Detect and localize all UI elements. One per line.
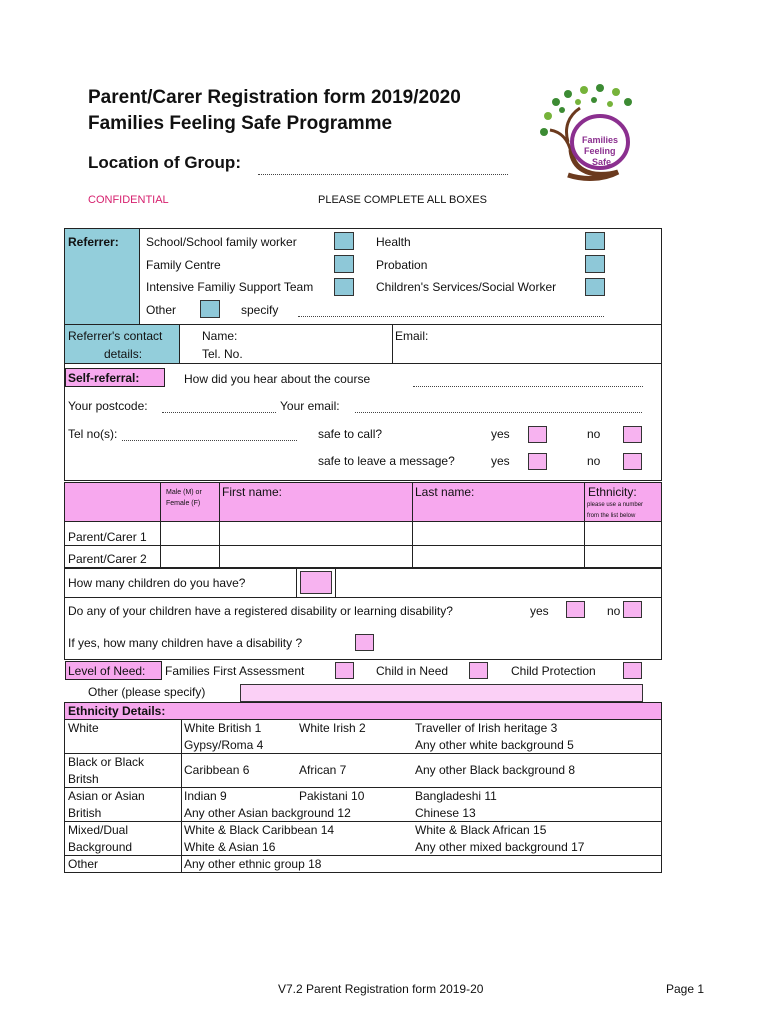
- ethnicity-note-1: please use a number: [587, 502, 644, 508]
- how-many-children-label: How many children do you have?: [68, 576, 246, 590]
- ref-social-checkbox[interactable]: [585, 278, 605, 296]
- location-label: Location of Group:: [88, 153, 241, 172]
- form-title: Parent/Carer Registration form 2019/2020: [88, 87, 461, 108]
- need-cp-checkbox[interactable]: [623, 662, 642, 679]
- parent2-ethnicity-field[interactable]: [586, 547, 660, 567]
- contact-email-label: Email:: [395, 329, 429, 343]
- postcode-field[interactable]: [162, 412, 276, 413]
- ref-option-ifst: Intensive Familiy Support Team: [146, 280, 314, 294]
- need-ffa-checkbox[interactable]: [335, 662, 354, 679]
- ref-school-checkbox[interactable]: [334, 232, 354, 250]
- gender-label-2: Female (F): [166, 500, 201, 507]
- eth-group-black: Black or Black: [68, 755, 145, 769]
- disability-yes-checkbox[interactable]: [566, 601, 585, 618]
- ethnicity-header: Ethnicity:: [588, 485, 637, 499]
- safe-message-yes-label: yes: [491, 454, 510, 468]
- programme-title: Families Feeling Safe Programme: [88, 113, 393, 134]
- eth-group-other: Other: [68, 857, 99, 871]
- parent1-ethnicity-field[interactable]: [586, 523, 660, 544]
- last-name-header: Last name:: [415, 485, 475, 499]
- tree-logo-icon: [538, 80, 648, 188]
- ethnicity-note-2: from the list below: [587, 513, 636, 519]
- need-cp-label: Child Protection: [511, 664, 596, 678]
- gender-label-1: Male (M) or: [166, 489, 202, 496]
- referrer-label: Referrer:: [68, 235, 119, 249]
- eth-group-asian: Asian or Asian: [68, 789, 145, 803]
- how-heard-label: How did you hear about the course: [184, 372, 371, 386]
- ref-option-family-centre: Family Centre: [146, 258, 221, 272]
- footer-version: V7.2 Parent Registration form 2019-20: [278, 982, 484, 996]
- parent-carer-2-label: Parent/Carer 2: [68, 552, 147, 566]
- disability-yes-label: yes: [530, 604, 549, 618]
- need-ffa-label: Families First Assessment: [165, 664, 305, 678]
- parent1-last-name-field[interactable]: [414, 523, 583, 544]
- need-cin-checkbox[interactable]: [469, 662, 488, 679]
- parent2-first-name-field[interactable]: [221, 547, 411, 567]
- level-of-need-label: Level of Need:: [68, 664, 146, 678]
- ref-option-social: Children's Services/Social Worker: [376, 280, 557, 294]
- safe-call-yes-checkbox[interactable]: [528, 426, 547, 443]
- disability-question: Do any of your children have a registered disability or learning disability?: [68, 604, 453, 618]
- your-email-field[interactable]: [355, 412, 642, 413]
- families-feeling-safe-logo: Families Feeling Safe: [538, 80, 648, 188]
- ref-option-probation: Probation: [376, 258, 428, 272]
- contact-label-2: details:: [104, 347, 143, 361]
- ref-specify-field[interactable]: [298, 316, 604, 317]
- tel-label: Tel no(s):: [68, 427, 118, 441]
- ethnicity-details-header: Ethnicity Details:: [68, 704, 166, 718]
- ref-option-other: Other: [146, 303, 177, 317]
- self-referral-label: Self-referral:: [68, 371, 140, 385]
- safe-call-no-label: no: [587, 427, 601, 441]
- ref-option-health: Health: [376, 235, 411, 249]
- safe-call-yes-label: yes: [491, 427, 510, 441]
- need-cin-label: Child in Need: [376, 664, 449, 678]
- contact-name-label: Name:: [202, 329, 238, 343]
- safe-call-no-checkbox[interactable]: [623, 426, 642, 443]
- safe-message-no-checkbox[interactable]: [623, 453, 642, 470]
- need-other-label: Other (please specify): [88, 685, 206, 699]
- confidential-label: CONFIDENTIAL: [88, 194, 169, 206]
- how-heard-field[interactable]: [413, 386, 643, 387]
- safe-call-label: safe to call?: [318, 427, 383, 441]
- children-count-field[interactable]: [300, 571, 332, 594]
- contact-tel-label: Tel. No.: [202, 347, 243, 361]
- need-other-field[interactable]: [240, 684, 643, 702]
- eth-group-white: White: [68, 721, 99, 735]
- footer-page: Page 1: [666, 982, 705, 996]
- your-email-label: Your email:: [280, 399, 340, 413]
- parent1-gender-field[interactable]: [162, 523, 218, 544]
- ref-ifst-checkbox[interactable]: [334, 278, 354, 296]
- parent-carer-1-label: Parent/Carer 1: [68, 530, 147, 544]
- complete-all-label: PLEASE COMPLETE ALL BOXES: [318, 194, 487, 206]
- eth-group-mixed: Mixed/Dual: [68, 823, 129, 837]
- safe-message-label: safe to leave a message?: [318, 454, 455, 468]
- location-field[interactable]: [258, 174, 508, 175]
- contact-label-1: Referrer's contact: [68, 329, 163, 343]
- ref-family-centre-checkbox[interactable]: [334, 255, 354, 273]
- tel-field[interactable]: [122, 440, 297, 441]
- ref-probation-checkbox[interactable]: [585, 255, 605, 273]
- disability-count-field[interactable]: [355, 634, 374, 651]
- parent2-last-name-field[interactable]: [414, 547, 583, 567]
- ref-health-checkbox[interactable]: [585, 232, 605, 250]
- safe-message-yes-checkbox[interactable]: [528, 453, 547, 470]
- postcode-label: Your postcode:: [68, 399, 148, 413]
- ref-other-checkbox[interactable]: [200, 300, 220, 318]
- ref-specify-label: specify: [241, 303, 279, 317]
- parent2-gender-field[interactable]: [162, 547, 218, 567]
- ref-option-school: School/School family worker: [146, 235, 297, 249]
- how-many-disability-label: If yes, how many children have a disability ?: [68, 636, 303, 650]
- first-name-header: First name:: [222, 485, 283, 499]
- parent1-first-name-field[interactable]: [221, 523, 411, 544]
- disability-no-checkbox[interactable]: [623, 601, 642, 618]
- disability-no-label: no: [607, 604, 621, 618]
- safe-message-no-label: no: [587, 454, 601, 468]
